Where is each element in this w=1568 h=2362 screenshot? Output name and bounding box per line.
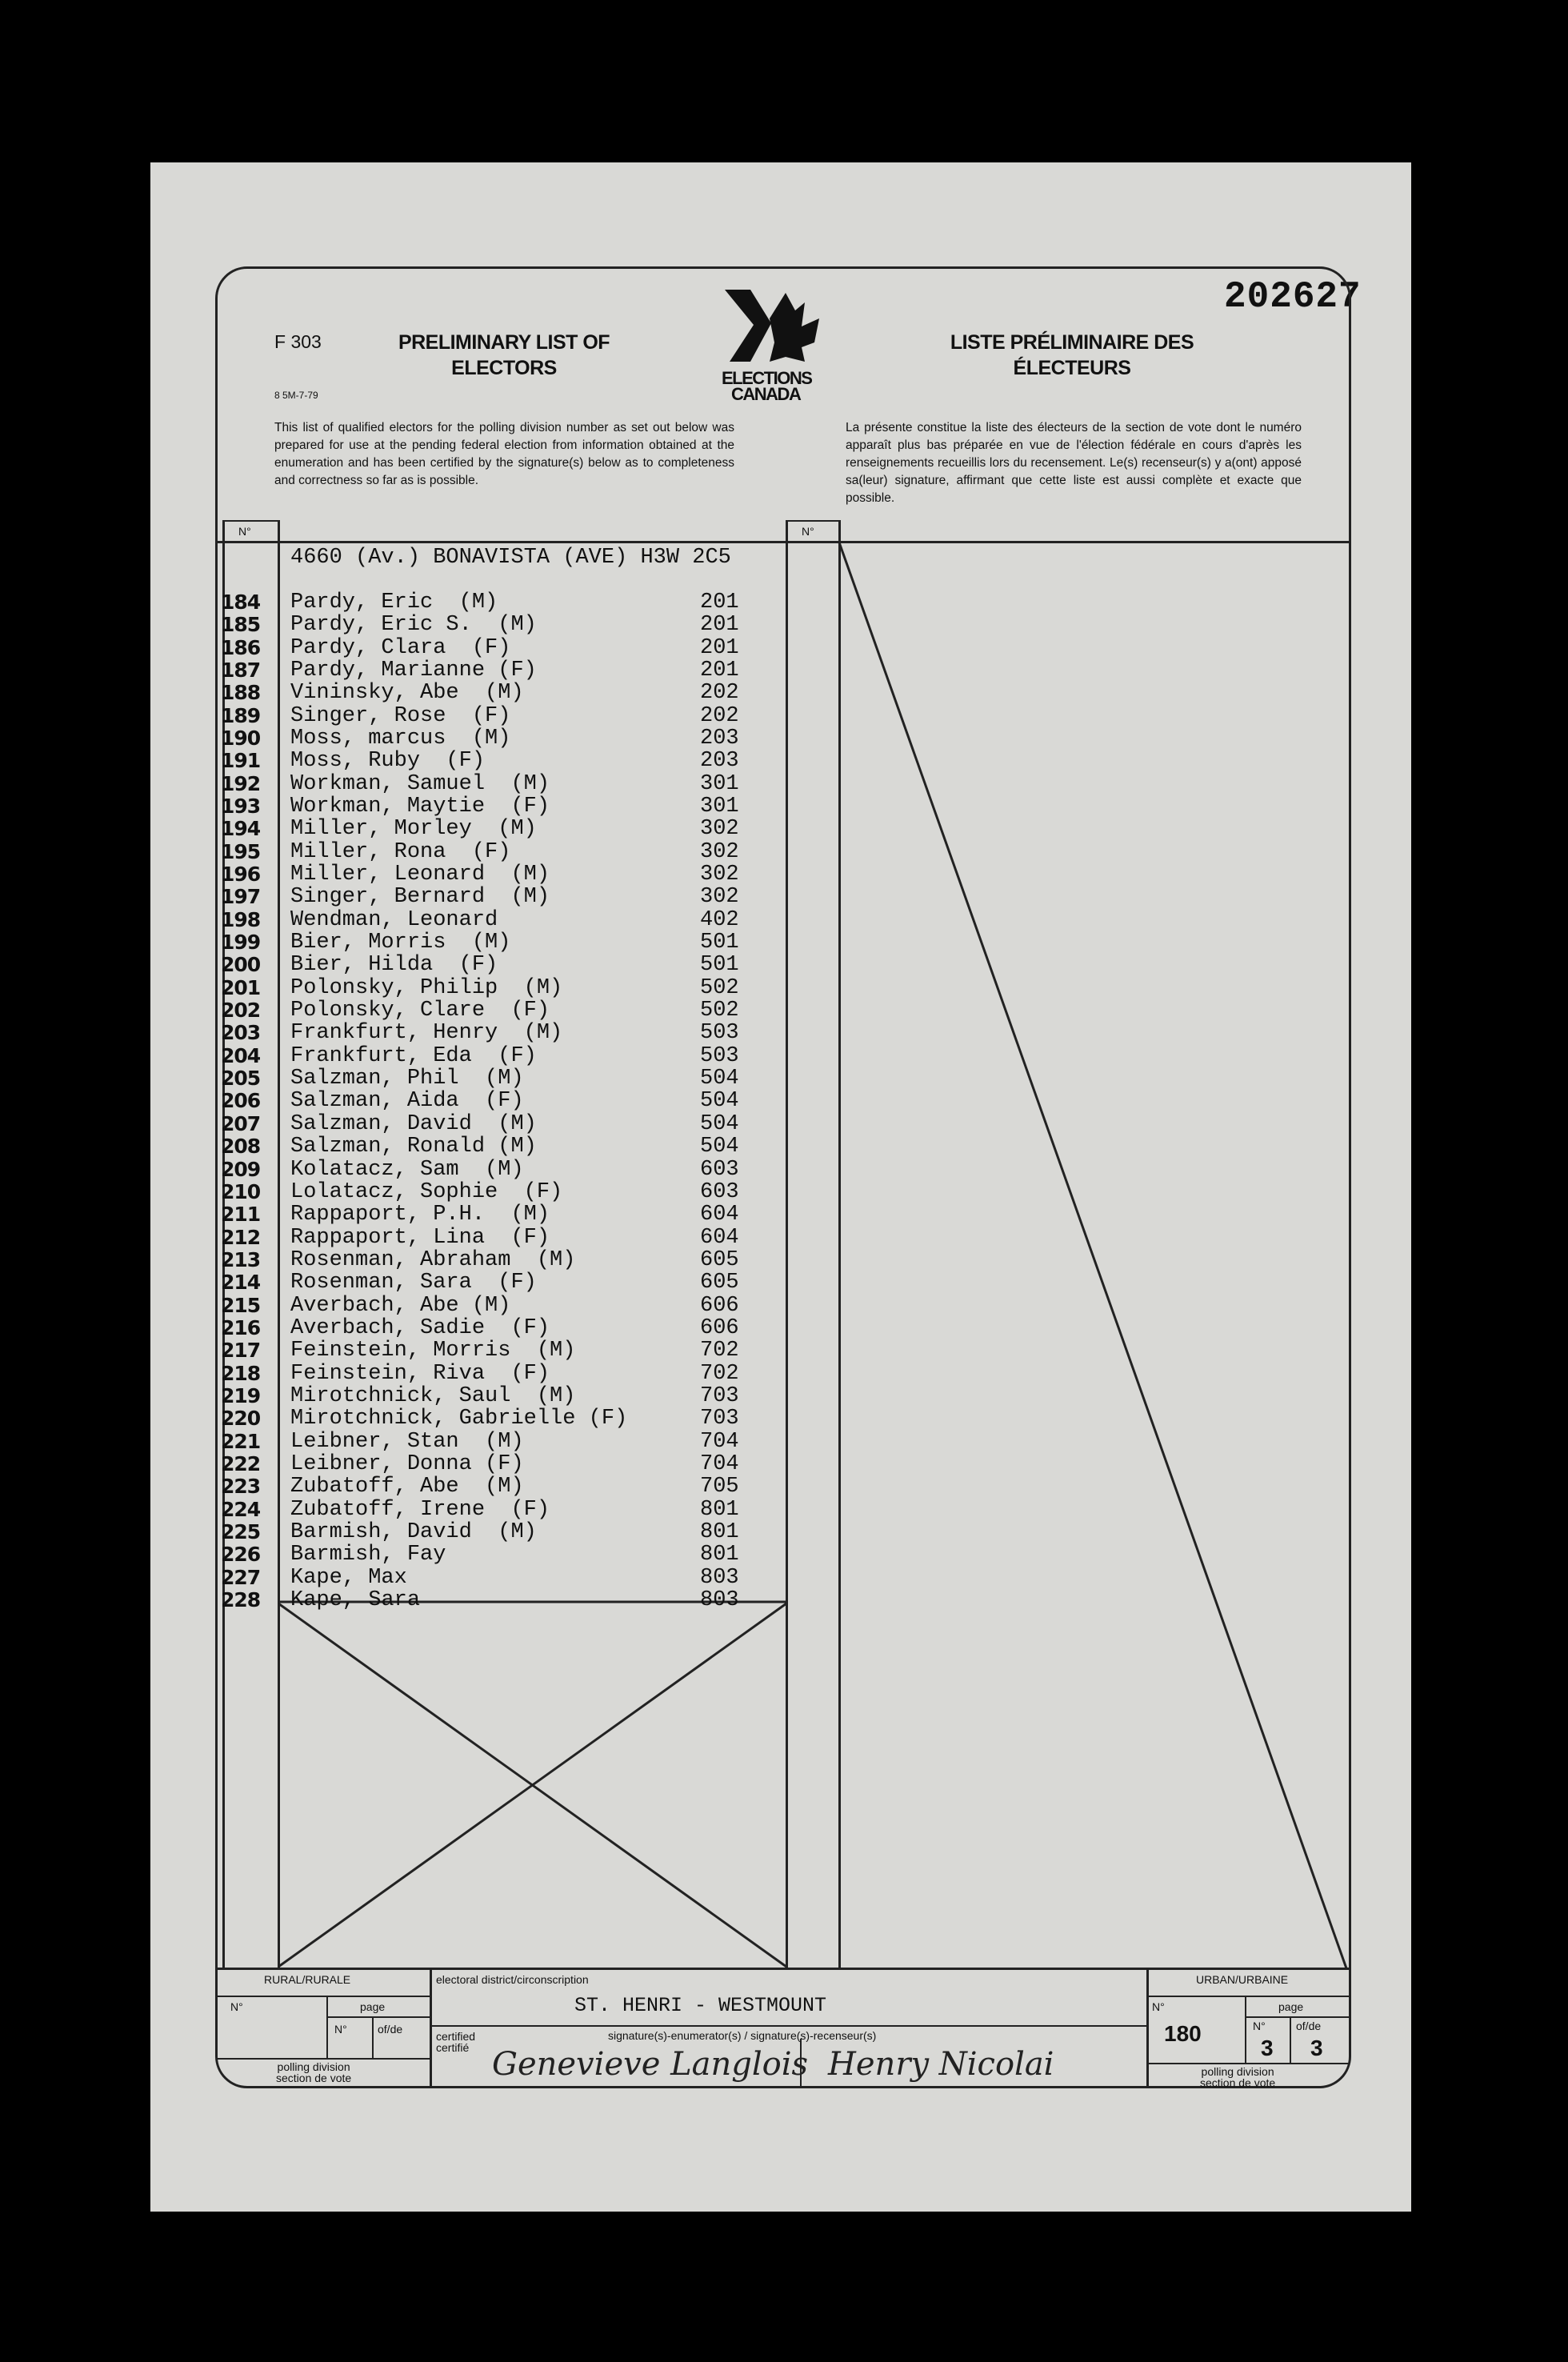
elector-number: 221 [221,1429,261,1453]
rural-of-div [372,2016,374,2058]
elector-poll: 803 [700,1587,739,1612]
elector-name: Leibner, Donna (F) [290,1451,524,1476]
elector-name: Rappaport, P.H. (M) [290,1203,550,1227]
elector-name: Pardy, Eric (M) [290,590,498,615]
elector-poll: 705 [700,1475,739,1499]
elector-poll: 301 [700,771,739,796]
elector-poll: 302 [700,839,739,864]
elector-poll: 202 [700,703,739,728]
elector-name: Kolatacz, Sam (M) [290,1157,524,1182]
elector-poll: 504 [700,1111,739,1136]
elector-number: 214 [221,1271,261,1295]
rural-page-no-label: N° [334,2023,347,2036]
elector-name: Pardy, Clara (F) [290,635,511,660]
urban-polling-division-en: polling division [1201,2065,1274,2078]
elector-poll: 503 [700,1021,739,1046]
elector-poll: 604 [700,1203,739,1227]
elector-poll: 606 [700,1293,739,1318]
elector-number: 198 [221,907,261,931]
elector-number: 194 [221,817,261,841]
page-total: 3 [1310,2036,1323,2060]
elector-name: Kape, Sara [290,1587,421,1612]
elector-name: Feinstein, Morris (M) [290,1339,576,1363]
elector-poll: 704 [700,1429,739,1454]
elector-number: 200 [221,953,261,977]
elector-number: 207 [221,1111,261,1135]
urban-no-label: N° [1152,2000,1165,2013]
footer-div-right [1146,1969,1149,2088]
elector-name: Averbach, Abe (M) [290,1293,511,1318]
rural-page-line [326,2016,430,2018]
elector-name: Pardy, Marianne (F) [290,659,537,683]
form-code: F 303 [274,331,322,352]
elector-name: Feinstein, Riva (F) [290,1361,550,1386]
elector-number: 192 [221,771,261,795]
logo-text-line2: CANADA [731,384,801,404]
elector-poll: 801 [700,1519,739,1544]
elector-name: Polonsky, Clare (F) [290,999,550,1023]
elector-name: Moss, Ruby (F) [290,749,486,774]
intro-french: La présente constitue la liste des électeurs de la section de vote dont le numéro apparaît plus bas préparée en vue de l'élection fédérale en cours d'après les renseignements recueillis lors du recensement. Le(s) recenseur(s) y a(ont) apposé sa(leur) signature, affirmant que cette liste est aussi complète et exacte que possible. [846,421,1302,505]
footer-urban-bottom [1149,2063,1349,2064]
elector-poll: 504 [700,1135,739,1159]
elector-number: 203 [221,1021,261,1045]
elector-poll: 201 [700,590,739,615]
elector-poll: 301 [700,795,739,819]
elector-number: 226 [221,1543,261,1567]
elector-poll: 603 [700,1179,739,1204]
elector-poll: 201 [700,635,739,660]
elector-number: 224 [221,1497,261,1521]
elector-number: 186 [221,635,261,659]
elector-poll: 503 [700,1043,739,1068]
elector-number: 211 [221,1203,261,1227]
elector-poll: 803 [700,1565,739,1590]
elector-number: 210 [221,1179,261,1203]
elector-poll: 502 [700,975,739,1000]
elector-number: 205 [221,1067,261,1091]
urban-polling-division-fr: section de vote [1200,2076,1276,2089]
certified-en: certified [436,2030,476,2043]
elector-number: 217 [221,1339,261,1363]
elector-number: 184 [221,590,261,614]
elector-name: Workman, Maytie (F) [290,795,550,819]
elector-number: 219 [221,1383,261,1407]
elector-name: Miller, Rona (F) [290,839,511,864]
rural-polling-division [276,2061,351,2084]
elector-number: 223 [221,1475,261,1499]
elector-poll: 605 [700,1247,739,1272]
rural-label: RURAL/RURALE [264,1973,351,1986]
elector-name: Barmish, David (M) [290,1519,537,1544]
elector-name: Salzman, Phil (M) [290,1067,524,1091]
elector-poll: 801 [700,1543,739,1567]
signature-enumerator-2: Henry Nicolai [828,2046,1054,2083]
footer-top [218,1968,1349,1970]
elector-poll: 504 [700,1089,739,1114]
elector-number: 185 [221,613,261,637]
rural-page-label: page [360,2000,386,2013]
elector-name: Bier, Morris (M) [290,931,511,955]
elector-name: Rosenman, Abraham (M) [290,1247,576,1272]
rural-no-label: N° [230,2000,243,2013]
elector-poll: 703 [700,1383,739,1408]
elector-number: 216 [221,1315,261,1339]
elector-poll: 302 [700,863,739,887]
elector-name: Averbach, Sadie (F) [290,1315,550,1340]
elector-name: Mirotchnick, Saul (M) [290,1383,576,1408]
elector-number: 212 [221,1225,261,1249]
elector-number: 218 [221,1361,261,1385]
footer-div-left [430,1969,432,2088]
urban-label: URBAN/URBAINE [1196,1973,1289,1986]
elector-name: Polonsky, Philip (M) [290,975,563,1000]
elector-name: Rappaport, Lina (F) [290,1225,550,1250]
elector-number: 189 [221,703,261,727]
elector-name: Leibner, Stan (M) [290,1429,524,1454]
district-label: electoral district/circonscription [436,1973,589,1986]
street-address: 4660 (Av.) BONAVISTA (AVE) H3W 2C5 [290,546,731,570]
elector-number: 197 [221,885,261,909]
elector-number: 196 [221,863,261,887]
polling-division-fr: section de vote [276,2072,352,2084]
elector-name: Salzman, Aida (F) [290,1089,524,1114]
elector-poll: 604 [700,1225,739,1250]
elector-poll: 605 [700,1271,739,1295]
print-code: 8 5M-7-79 [274,390,318,401]
elector-name: Salzman, Ronald (M) [290,1135,537,1159]
elector-poll: 504 [700,1067,739,1091]
elector-poll: 402 [700,907,739,932]
elector-name: Miller, Leonard (M) [290,863,550,887]
certified-label [436,2031,475,2053]
title-en-line2: ELECTORS [451,357,557,379]
elector-poll: 302 [700,817,739,842]
elector-poll: 203 [700,749,739,774]
col-no-label-left: N° [238,525,251,538]
elector-poll: 202 [700,681,739,706]
elector-number: 227 [221,1565,261,1589]
urban-no-div [1245,1996,1246,2063]
elector-name: Bier, Hilda (F) [290,953,498,978]
elector-poll: 502 [700,999,739,1023]
elector-number: 188 [221,681,261,705]
elector-number: 201 [221,975,261,999]
elector-poll: 302 [700,885,739,910]
certified-fr: certifié [436,2041,470,2054]
urban-page-no-label: N° [1253,2020,1266,2032]
footer-urban-line [1149,1996,1349,1997]
elector-number: 220 [221,1407,261,1431]
elector-number: 208 [221,1135,261,1159]
elector-poll: 501 [700,953,739,978]
footer-rural-bottom [218,2058,430,2060]
title-fr-line2: ÉLECTEURS [1013,357,1131,379]
elector-poll: 203 [700,727,739,751]
elector-name: Moss, marcus (M) [290,727,511,751]
title-fr-line1: LISTE PRÉLIMINAIRE DES [950,331,1194,354]
urban-page-label: page [1278,2000,1304,2013]
elector-poll: 603 [700,1157,739,1182]
elector-name: Singer, Bernard (M) [290,885,550,910]
elector-poll: 606 [700,1315,739,1340]
urban-of-div [1290,2016,1291,2063]
logo-text-line1: ELECTIONS [722,368,812,388]
elector-number: 195 [221,839,261,863]
elector-name: Rosenman, Sara (F) [290,1271,537,1295]
elector-name: Salzman, David (M) [290,1111,537,1136]
elector-name: Zubatoff, Irene (F) [290,1497,550,1522]
elector-number: 222 [221,1451,261,1475]
urban-page-line [1245,2016,1349,2018]
elector-number: 191 [221,749,261,773]
elector-poll: 703 [700,1407,739,1431]
elector-poll: 201 [700,659,739,683]
intro-english: This list of qualified electors for the polling division number as set out below was prepared for use at the pending federal election from information obtained at the enumeration and has been certified by the signature(s) below as to completeness and correctness so far as is possible. [274,421,734,487]
elector-number: 193 [221,795,261,819]
rural-of-label: of/de [378,2023,403,2036]
elector-poll: 501 [700,931,739,955]
elector-number: 206 [221,1089,261,1113]
elector-name: Barmish, Fay [290,1543,446,1567]
elector-name: Frankfurt, Henry (M) [290,1021,563,1046]
elector-name: Vininsky, Abe (M) [290,681,524,706]
urban-no-value: 180 [1164,2021,1202,2046]
title-en-line1: PRELIMINARY LIST OF [398,331,610,354]
elector-number: 187 [221,659,261,683]
elector-name: Frankfurt, Eda (F) [290,1043,537,1068]
col-no-label-right: N° [802,525,814,538]
elector-number: 215 [221,1293,261,1317]
form-number: 202627 [1224,276,1362,318]
elector-name: Zubatoff, Abe (M) [290,1475,524,1499]
rural-no-div [326,1996,328,2058]
elector-number: 213 [221,1247,261,1271]
footer-rural-line [218,1996,430,1997]
page-number: 3 [1261,2036,1274,2060]
elector-name: Mirotchnick, Gabrielle (F) [290,1407,628,1431]
elector-poll: 702 [700,1361,739,1386]
elector-poll: 702 [700,1339,739,1363]
elector-poll: 201 [700,613,739,638]
polling-division-en: polling division [277,2060,350,2073]
elector-number: 204 [221,1043,261,1067]
district-name: ST. HENRI - WESTMOUNT [574,1994,827,2017]
signature-label: signature(s)-enumerator(s) / signature(s)-recenseur(s) [608,2029,877,2042]
elector-number: 202 [221,999,261,1023]
elector-name: Singer, Rose (F) [290,703,511,728]
footer-mid-line [430,2025,1149,2027]
elector-number: 199 [221,931,261,955]
signature-enumerator-1: Genevieve Langlois [492,2046,809,2083]
urban-polling-division [1200,2066,1275,2088]
elector-name: Pardy, Eric S. (M) [290,613,537,638]
elector-number: 209 [221,1157,261,1181]
elector-name: Lolatacz, Sophie (F) [290,1179,563,1204]
elector-number: 190 [221,727,261,751]
elector-name: Wendman, Leonard [290,907,498,932]
elector-number: 225 [221,1519,261,1543]
elector-poll: 801 [700,1497,739,1522]
elector-poll: 704 [700,1451,739,1476]
urban-of-label: of/de [1296,2020,1322,2032]
elector-name: Kape, Max [290,1565,407,1590]
elector-number: 228 [221,1587,261,1611]
elector-name: Miller, Morley (M) [290,817,537,842]
elector-name: Workman, Samuel (M) [290,771,550,796]
